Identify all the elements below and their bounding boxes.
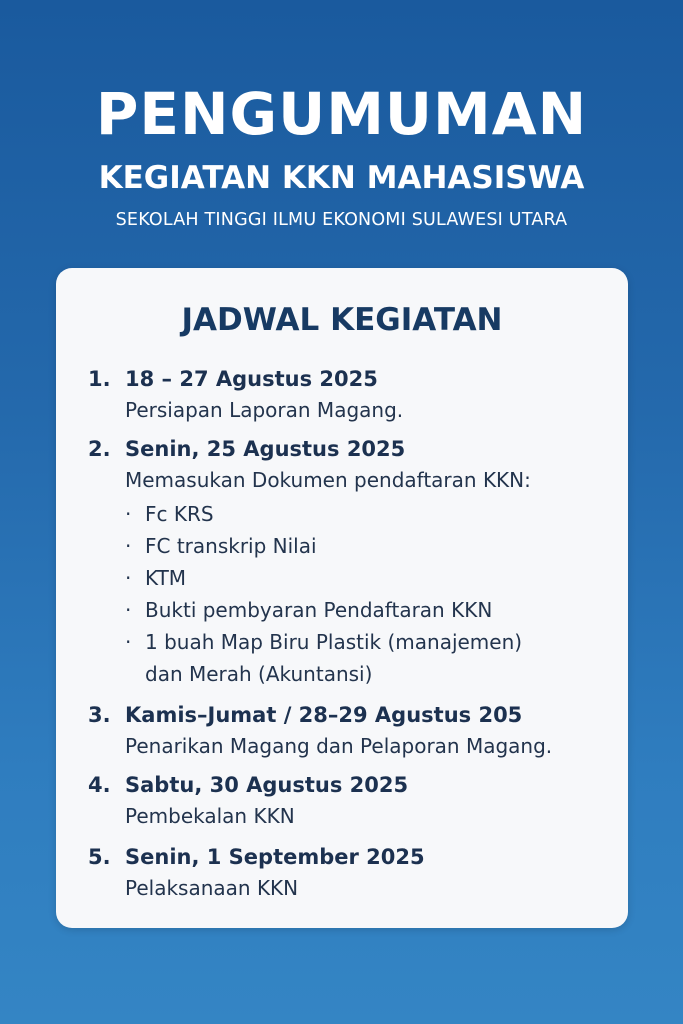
item-number: 5. [88, 845, 111, 869]
document-bullet: · KTM [125, 566, 187, 590]
item-number: 2. [88, 437, 111, 461]
bullet-text: Bukti pembyaran Pendaftaran KKN [145, 598, 493, 622]
item-number: 1. [88, 367, 111, 391]
document-bullet: · Bukti pembyaran Pendaftaran KKN [125, 598, 493, 622]
institution-name: SEKOLAH TINGGI ILMU EKONOMI SULAWESI UTARA [115, 210, 568, 230]
item-description: Memasukan Dokumen pendaftaran KKN: [125, 468, 531, 492]
item-description: Penarikan Magang dan Pelaporan Magang. [125, 734, 553, 758]
page-title: PENGUMUMAN [95, 80, 588, 148]
schedule-card [56, 268, 628, 928]
bullet-text: 1 buah Map Biru Plastik (manajemen) [145, 630, 523, 654]
bullet-text: FC transkrip Nilai [145, 534, 317, 558]
item-date: Senin, 1 September 2025 [125, 845, 425, 869]
document-bullet: · 1 buah Map Biru Plastik (manajemen) [125, 630, 523, 654]
item-number: 4. [88, 773, 111, 797]
schedule-title: JADWAL KEGIATAN [181, 302, 503, 338]
item-date: Kamis–Jumat / 28–29 Agustus 205 [125, 703, 523, 727]
item-description: Persiapan Laporan Magang. [125, 398, 404, 422]
item-number: 3. [88, 703, 111, 727]
item-date: 18 – 27 Agustus 2025 [125, 367, 378, 391]
bullet-continuation: dan Merah (Akuntansi) [145, 662, 373, 686]
item-date: Senin, 25 Agustus 2025 [125, 437, 406, 461]
page-subtitle: KEGIATAN KKN MAHASISWA [98, 160, 585, 196]
bullet-text: KTM [145, 566, 187, 590]
document-bullet: · Fc KRS [125, 502, 214, 526]
item-description: Pembekalan KKN [125, 804, 295, 828]
document-bullet: · FC transkrip Nilai [125, 534, 317, 558]
item-description: Pelaksanaan KKN [125, 876, 299, 900]
bullet-text: Fc KRS [145, 502, 214, 526]
item-date: Sabtu, 30 Agustus 2025 [125, 773, 409, 797]
